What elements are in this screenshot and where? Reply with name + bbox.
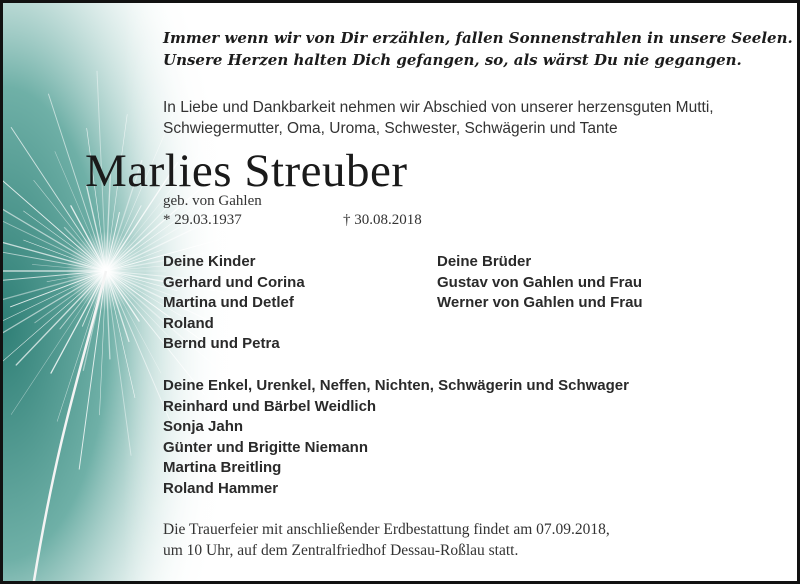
list-item: Bernd und Petra [163,335,280,353]
list-item: Roland Hammer [163,479,279,497]
life-dates [163,211,422,229]
quote-line-1: Immer wenn wir von Dir erzählen, fallen Sonnenstrahlen in unsere Seelen. [163,29,793,47]
intro-text [163,97,783,139]
children-list [163,252,305,355]
quote-line-2: Unsere Herzen halten Dich gefangen, so, als wärst Du nie gegangen. [163,51,742,69]
relatives-list [163,376,629,500]
list-item: Werner von Gahlen und Frau [437,294,643,312]
list-item: Deine Enkel, Urenkel, Neffen, Nichten, Schwägerin und Schwager [163,377,629,394]
brothers-list [437,252,643,314]
list-item: Günter und Brigitte Niemann [163,438,369,456]
list-item: Reinhard und Bärbel Weidlich [163,397,377,415]
funeral-line-2: um 10 Uhr, auf dem Zentralfriedhof Dessau-Roßlau statt. [163,542,519,559]
intro-line-2: Schwiegermutter, Oma, Uroma, Schwester, Schwägerin und Tante [163,120,618,137]
list-item: Sonja Jahn [163,418,244,436]
list-item: Martina Breitling [163,459,282,477]
list-item: Roland [163,314,214,332]
funeral-info [163,519,610,561]
list-item: Gustav von Gahlen und Frau [437,273,643,291]
death-date: † 30.08.2018 [343,212,422,228]
funeral-line-1: Die Trauerfeier mit anschließender Erdbestattung findet am 07.09.2018, [163,521,610,538]
deceased-name: Marlies Streuber [85,145,408,197]
list-item: Deine Brüder [437,253,532,270]
list-item: Martina und Detlef [163,294,294,312]
list-item: Gerhard und Corina [163,273,305,291]
intro-line-1: In Liebe und Dankbarkeit nehmen wir Abschied von unserer herzensguten Mutti, [163,99,714,116]
memorial-quote [163,27,793,71]
birth-name: geb. von Gahlen [163,193,262,209]
birth-date: * 29.03.1937 [163,212,242,228]
list-item: Deine Kinder [163,253,256,270]
